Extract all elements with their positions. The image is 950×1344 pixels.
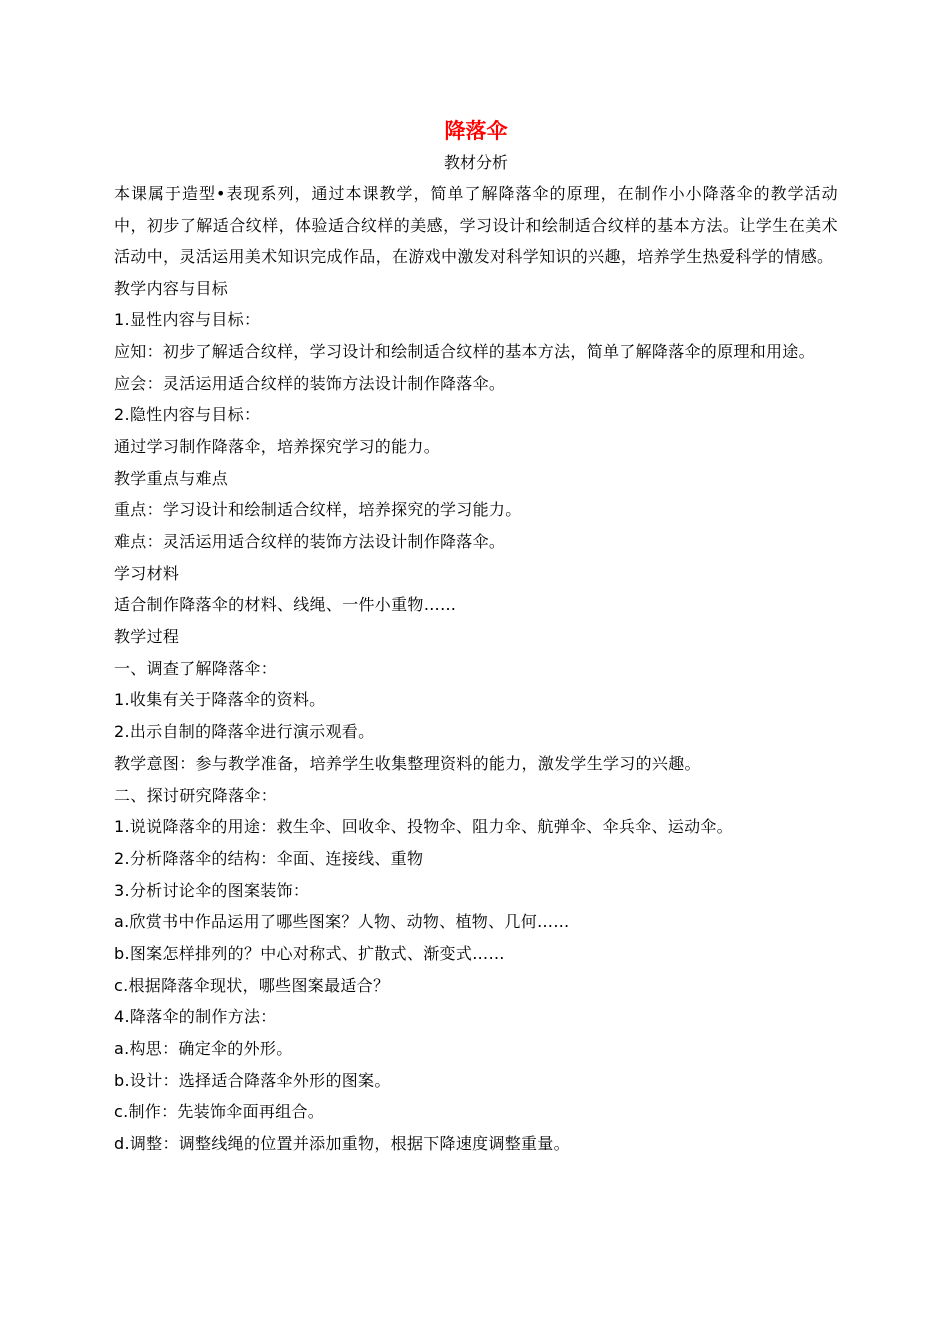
text-line: 应会：灵活运用适合纹样的装饰方法设计制作降落伞。: [114, 373, 506, 393]
intro-paragraph: 本课属于造型•表现系列，通过本课教学，简单了解降落伞的原理，在制作小小降落伞的教学活动中，初步了解适合纹样，体验适合纹样的美感，学习设计和绘制适合纹样的基本方法。让学生在美术活动中，灵活运用美术知识完成作品，在游戏中激发对科学知识的兴趣，培养学生热爱科学的情感。: [114, 184, 838, 266]
text-line: 应知：初步了解适合纹样，学习设计和绘制适合纹样的基本方法，简单了解降落伞的原理和用途。: [114, 341, 815, 361]
text-line: a.欣赏书中作品运用了哪些图案？人物、动物、植物、几何……: [114, 912, 570, 932]
heading-teaching-process: 教学过程: [114, 627, 180, 647]
text-line: b.图案怎样排列的？中心对称式、扩散式、渐变式……: [114, 943, 505, 963]
text-line: 1.显性内容与目标：: [114, 310, 261, 330]
text-line: 难点：灵活运用适合纹样的装饰方法设计制作降落伞。: [114, 532, 506, 551]
heading-teaching-content: 教学内容与目标: [114, 278, 229, 298]
text-line: 二、探讨研究降落伞：: [114, 785, 278, 805]
document-title: 降落伞: [444, 119, 508, 143]
text-line: 2.出示自制的降落伞进行演示观看。: [114, 722, 375, 742]
document-page: [114, 114, 838, 1160]
heading-key-points: 教学重点与难点: [114, 468, 229, 488]
text-line: a.构思：确定伞的外形。: [114, 1039, 293, 1058]
heading-materials: 学习材料: [114, 563, 180, 583]
text-line: 通过学习制作降落伞，培养探究学习的能力。: [114, 436, 441, 456]
text-line: 1.收集有关于降落伞的资料。: [114, 690, 326, 710]
text-line: d.调整：调整线绳的位置并添加重物，根据下降速度调整重量。: [114, 1134, 570, 1154]
text-line: 重点：学习设计和绘制适合纹样，培养探究的学习能力。: [114, 500, 522, 520]
section-heading-material-analysis: 教材分析: [443, 153, 508, 172]
text-line: 3.分析讨论伞的图案装饰：: [114, 880, 310, 900]
text-line: 1.说说降落伞的用途：救生伞、回收伞、投物伞、阻力伞、航弹伞、伞兵伞、运动伞。: [114, 817, 733, 837]
content-lines: [114, 273, 838, 1160]
text-line: 4.降落伞的制作方法：: [114, 1007, 277, 1027]
text-line: 2.隐性内容与目标：: [114, 405, 261, 425]
text-line: 2.分析降落伞的结构：伞面、连接线、重物: [114, 848, 424, 868]
text-line: c.制作：先装饰伞面再组合。: [114, 1102, 325, 1122]
text-line: b.设计：选择适合降落伞外形的图案。: [114, 1070, 391, 1090]
text-line: 一、调查了解降落伞：: [114, 658, 278, 678]
text-line: c.根据降落伞现状，哪些图案最适合？: [114, 975, 390, 995]
text-line: 教学意图：参与教学准备，培养学生收集整理资料的能力，激发学生学习的兴趣。: [114, 753, 701, 773]
text-line: 适合制作降落伞的材料、线绳、一件小重物……: [114, 595, 457, 615]
